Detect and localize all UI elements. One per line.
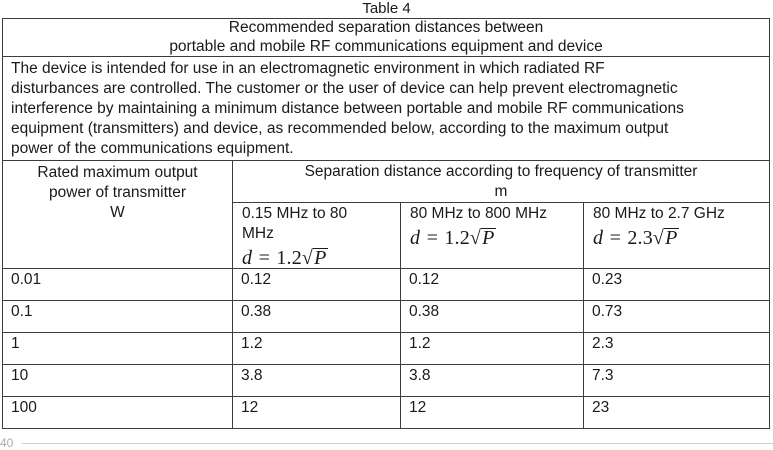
footer-divider bbox=[22, 443, 773, 444]
distance-cell: 0.73 bbox=[584, 301, 770, 333]
distance-cell: 3.8 bbox=[401, 365, 584, 397]
table-row bbox=[3, 365, 770, 397]
power-header-line-1: Rated maximum output bbox=[37, 164, 198, 181]
separation-header-unit: m bbox=[494, 183, 508, 200]
table-caption: Table 4 bbox=[362, 0, 411, 17]
band-header-2 bbox=[401, 203, 584, 269]
power-cell: 100 bbox=[3, 397, 233, 429]
formula-radicand: P bbox=[665, 227, 678, 249]
intro-line: The device is intended for use in an electromagnetic environment in which radiated RF bbox=[11, 60, 605, 77]
distance-cell: 0.38 bbox=[401, 301, 584, 333]
formula-coefficient: 1.2 bbox=[444, 227, 470, 249]
formula-variable: d bbox=[242, 247, 253, 269]
band-formula-3: d = 2.3√P bbox=[593, 227, 678, 249]
distance-cell: 12 bbox=[233, 397, 401, 429]
power-cell: 10 bbox=[3, 365, 233, 397]
table-title-line-1: Recommended separation distances between bbox=[228, 19, 544, 36]
distance-cell: 2.3 bbox=[584, 333, 770, 365]
intro-line: power of the communications equipment. bbox=[11, 140, 294, 157]
power-cell: 1 bbox=[3, 333, 233, 365]
table-row bbox=[3, 301, 770, 333]
distance-cell: 7.3 bbox=[584, 365, 770, 397]
distance-cell: 0.12 bbox=[233, 269, 401, 301]
band-label-line-2: MHz bbox=[242, 225, 274, 242]
table-row bbox=[3, 397, 770, 429]
band-formula-2: d = 1.2√P bbox=[410, 227, 495, 249]
intro-line: interference by maintaining a minimum distance between portable and mobile RF communications bbox=[11, 100, 684, 117]
band-formula-1: d = 1.2√P bbox=[242, 247, 327, 269]
table-title bbox=[3, 19, 770, 57]
band-label-line-1: 80 MHz to 800 MHz bbox=[410, 205, 547, 222]
table-title-line-2: portable and mobile RF communications equipment and device bbox=[169, 37, 603, 55]
distance-cell: 3.8 bbox=[233, 365, 401, 397]
band-label-line-1: 80 MHz to 2.7 GHz bbox=[593, 205, 725, 222]
band-header-1 bbox=[233, 203, 401, 269]
power-header-unit: W bbox=[110, 204, 125, 221]
band-header-3 bbox=[584, 203, 770, 269]
formula-radicand: P bbox=[482, 227, 495, 249]
distance-cell: 23 bbox=[584, 397, 770, 429]
separation-column-header bbox=[233, 161, 770, 203]
distance-cell: 0.12 bbox=[401, 269, 584, 301]
separation-distance-table bbox=[2, 18, 770, 429]
distance-cell: 0.23 bbox=[584, 269, 770, 301]
formula-coefficient: 1.2 bbox=[276, 247, 302, 269]
page-number: 40 bbox=[0, 436, 14, 450]
distance-cell: 0.38 bbox=[233, 301, 401, 333]
formula-variable: d bbox=[410, 227, 421, 249]
intro-paragraph bbox=[3, 57, 770, 161]
formula-variable: d bbox=[593, 227, 604, 249]
intro-line: equipment (transmitters) and device, as recommended below, according to the maximum output bbox=[11, 120, 669, 137]
power-cell: 0.1 bbox=[3, 301, 233, 333]
formula-radicand: P bbox=[314, 247, 327, 269]
power-header-line-2: power of transmitter bbox=[49, 184, 186, 201]
table-row bbox=[3, 333, 770, 365]
distance-cell: 12 bbox=[401, 397, 584, 429]
formula-coefficient: 2.3 bbox=[627, 227, 653, 249]
band-label-line-1: 0.15 MHz to 80 bbox=[242, 205, 348, 222]
distance-cell: 1.2 bbox=[401, 333, 584, 365]
power-cell: 0.01 bbox=[3, 269, 233, 301]
power-column-header bbox=[3, 161, 233, 269]
intro-line: disturbances are controlled. The customer or the user of device can help prevent electromagnetic bbox=[11, 80, 678, 97]
table-row bbox=[3, 269, 770, 301]
separation-header-line: Separation distance according to frequency of transmitter bbox=[304, 163, 698, 180]
distance-cell: 1.2 bbox=[233, 333, 401, 365]
